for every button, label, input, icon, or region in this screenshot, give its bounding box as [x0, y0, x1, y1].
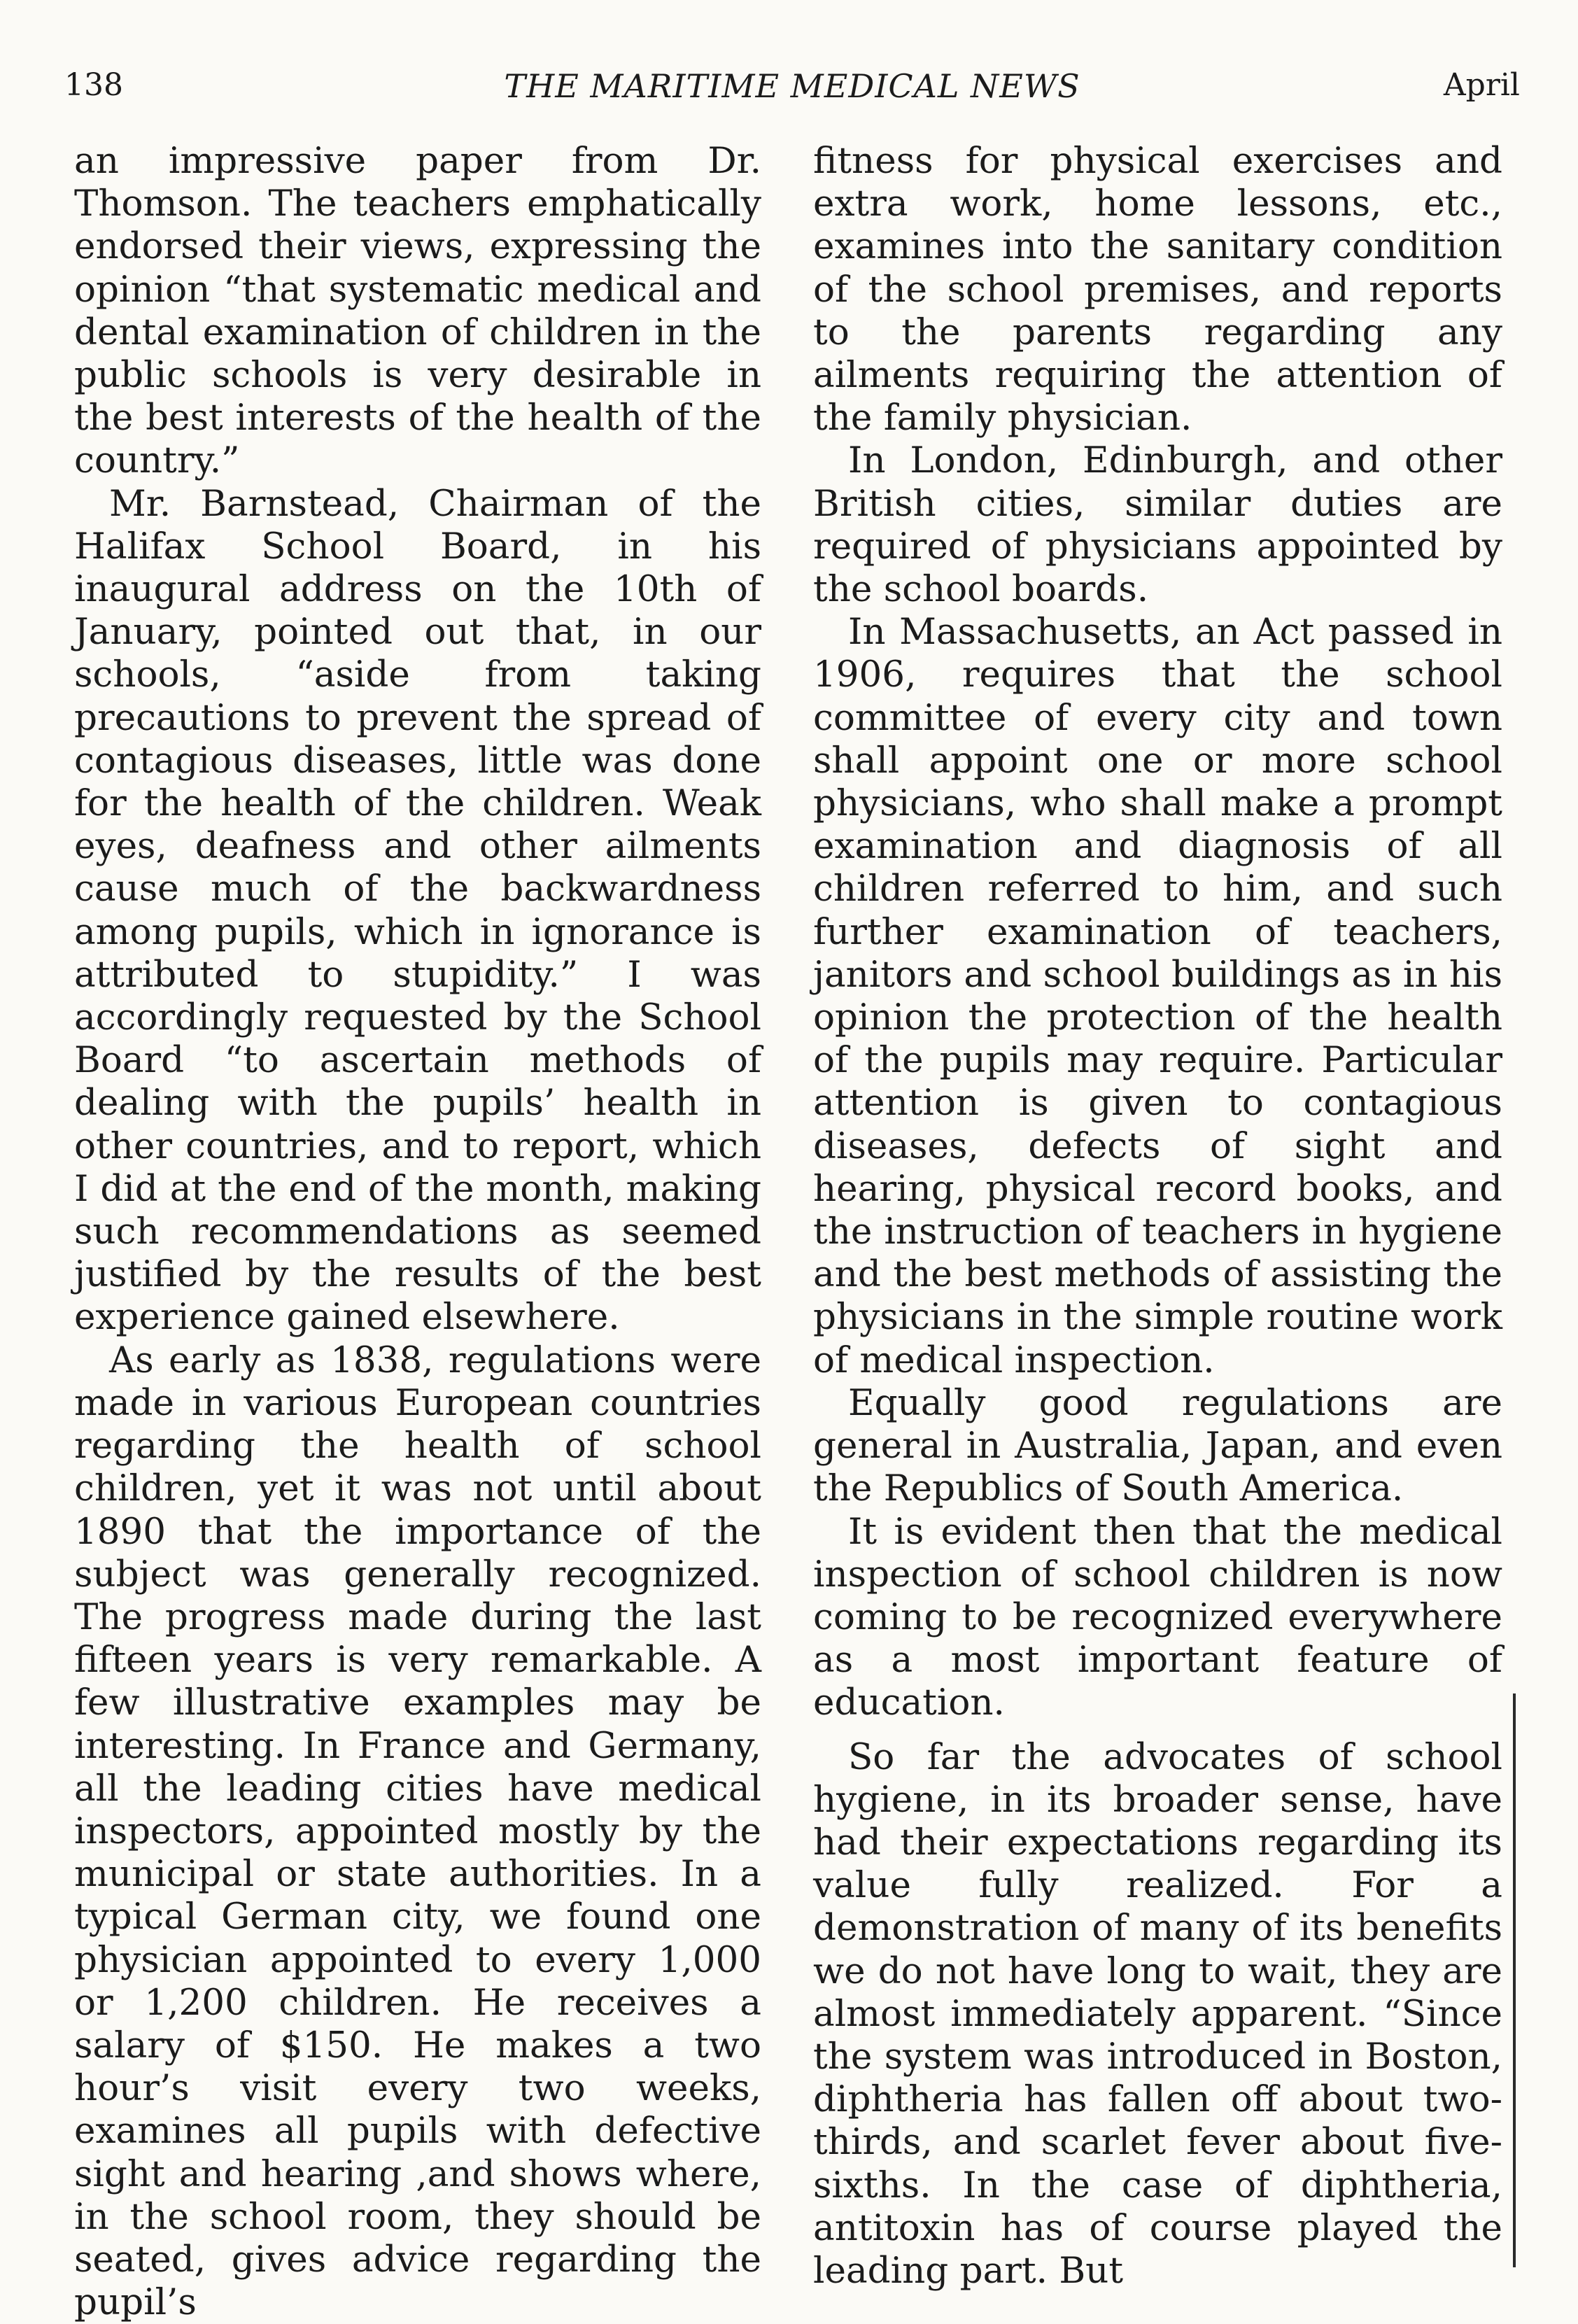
- paragraph: Equally good regulations are general in Australia, Japan, and even the Republics of South America.: [813, 1381, 1502, 1510]
- paragraph: So far the advocates of school hygiene, in its broader sense, have had their expectations regarding its value fully realized. For a demonstration of many of its benefits we do not have long to wait, they are almost immediately apparent. “Since the system was introduced in Boston, diphtheria has fallen off about two-thirds, and scarlet fever about five-sixths. In the case of diphtheria, antitoxin has of course played the leading part. But: [813, 1735, 1502, 2292]
- paragraph: In London, Edinburgh, and other British cities, similar duties are required of physicians appointed by the school boards.: [813, 439, 1502, 611]
- paragraph: As early as 1838, regulations were made in various European countries regarding the health of school children, yet it was not until about 1890 that the importance of the subject was generally recognized. The progress made during the last fifteen years is very remarkable. A few illustrative examples may be interesting. In France and Germany, all the leading cities have medical inspectors, appointed mostly by the municipal or state authorities. In a typical German city, we found one physician appointed to every 1,000 or 1,200 children. He receives a salary of $150. He makes a two hour’s visit every two weeks, examines all pupils with defective sight and hearing ,and shows where, in the school room, they should be seated, gives advice regarding the pupil’s: [74, 1339, 761, 2324]
- page-edge-rule: [1513, 1693, 1516, 2267]
- right-column: [813, 140, 1502, 2293]
- paragraph: It is evident then that the medical inspection of school children is now coming to be recognized everywhere as a most important feature of education.: [813, 1510, 1502, 1724]
- paragraph: Mr. Barnstead, Chairman of the Halifax School Board, in his inaugural address on the 10th of January, pointed out that, in our schools, “aside from taking precautions to prevent the spread of contagious diseases, little was done for the health of the children. Weak eyes, deafness and other ailments cause much of the backwardness among pupils, which in ignorance is attributed to stupidity.” I was accordingly requested by the School Board “to ascertain methods of dealing with the pupils’ health in other countries, and to report, which I did at the end of the month, making such recommendations as seemed justified by the results of the best experience gained elsewhere.: [74, 482, 761, 1339]
- paragraph: fitness for physical exercises and extra work, home lessons, etc., examines into the sanitary condition of the school premises, and reports to the parents regarding any ailments requiring the attention of the family physician.: [813, 140, 1502, 439]
- running-header: [64, 67, 1520, 109]
- paragraph: an impressive paper from Dr. Thomson. The teachers emphatically endorsed their views, expressing the opinion “that systematic medical and dental examination of children in the public schools is very desirable in the best interests of the health of the country.”: [74, 140, 761, 482]
- issue-month: April: [1443, 67, 1520, 103]
- left-column: [74, 140, 761, 2324]
- paragraph: In Massachusetts, an Act passed in 1906, requires that the school committee of every city and town shall appoint one or more school physicians, who shall make a prompt examination and diagnosis of all children referred to him, and such further examination of teachers, janitors and school buildings as in his opinion the protection of the health of the pupils may require. Particular attention is given to contagious diseases, defects of sight and hearing, physical record books, and the instruction of teachers in hygiene and the best methods of assisting the physicians in the simple routine work of medical inspection.: [813, 611, 1502, 1381]
- journal-title: THE MARITIME MEDICAL NEWS: [504, 67, 1080, 105]
- page-number: 138: [64, 67, 123, 103]
